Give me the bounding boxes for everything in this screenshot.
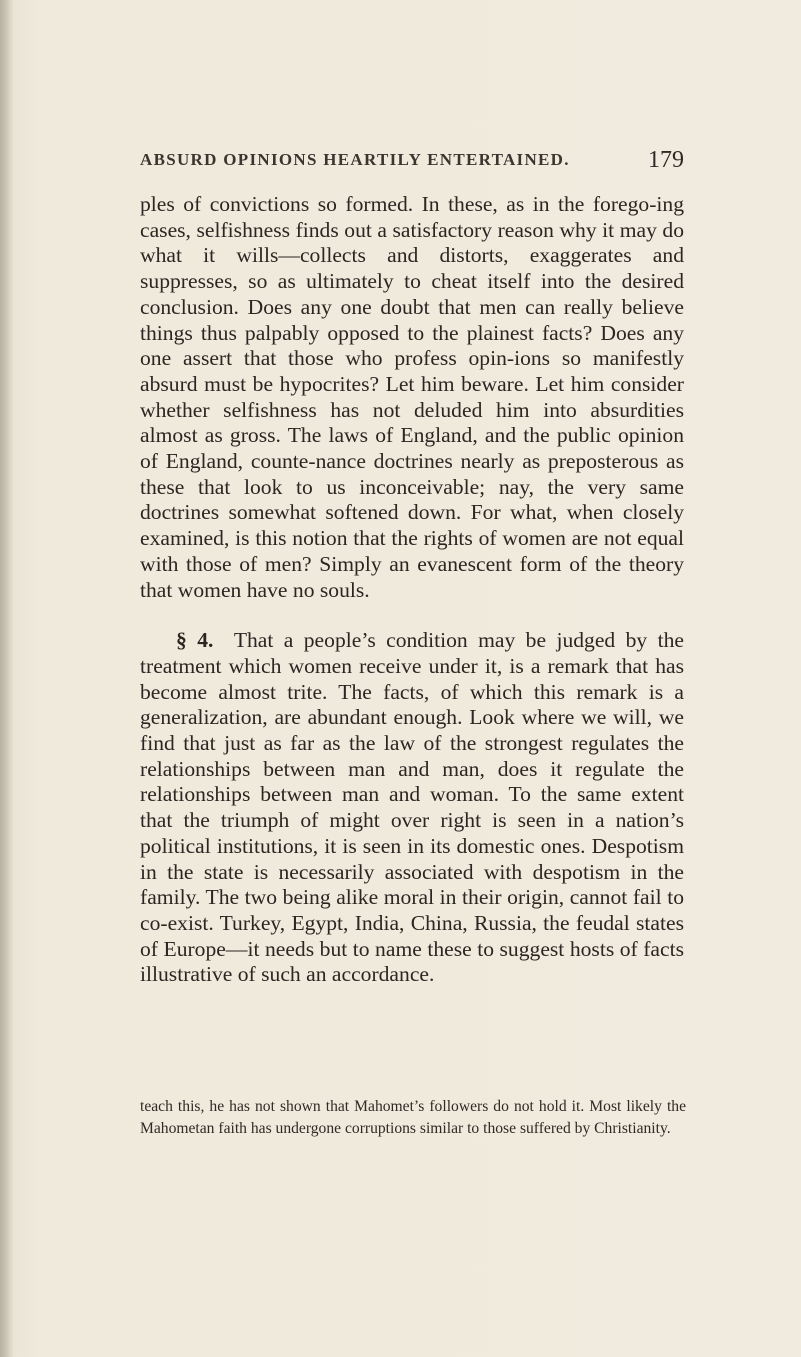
binding-gutter-shadow xyxy=(0,0,14,1357)
section-marker: § 4. xyxy=(176,628,214,653)
body-text xyxy=(140,192,684,988)
paragraph-2-text: That a people’s condition may be judged by the treatment which women receive under it, is a remark that has become almost trite. The facts, of which this remark is a generalization, are abundant enough. Look where we will, we find that just as far as the law of the strongest regulates the relationships between man and man, does it regulate the relationships between man and woman. To the same extent that the triumph of might over right is seen in a nation’s political institutions, it is seen in its domestic ones. Despotism in the state is necessarily associated with despotism in the family. The two being alike moral in their origin, cannot fail to co-exist. Turkey, Egypt, India, China, Russia, the feudal states of Europe—it needs but to name these to suggest hosts of facts illustrative of such an accordance. xyxy=(140,628,684,987)
running-head xyxy=(140,147,684,177)
footnote: teach this, he has not shown that Mahomet’s followers do not hold it. Most likely the Mahometan faith has undergone corruptions similar to those suffered by Christianity. xyxy=(140,1098,686,1137)
paragraph-1: ples of convictions so formed. In these, as in the forego-ing cases, selfishness finds out a satisfactory reason why it may do what it wills—collects and distorts, exaggerates and suppresses, so as ultimately to cheat itself into the desired conclusion. Does any one doubt that men can really believe things thus palpably opposed to the plainest facts? Does any one assert that those who profess opin-ions so manifestly absurd must be hypocrites? Let him beware. Let him consider whether selfishness has not deluded him into absurdities almost as gross. The laws of England, and the public opinion of England, counte-nance doctrines nearly as preposterous as these that look to us inconceivable; nay, the very same doctrines somewhat softened down. For what, when closely examined, is this notion that the rights of women are not equal with those of men? Simply an evanescent form of the theory that women have no souls. xyxy=(140,192,684,602)
running-title: ABSURD OPINIONS HEARTILY ENTERTAINED. xyxy=(140,150,570,169)
paragraph-2 xyxy=(140,628,684,988)
page-number: 179 xyxy=(648,147,684,173)
